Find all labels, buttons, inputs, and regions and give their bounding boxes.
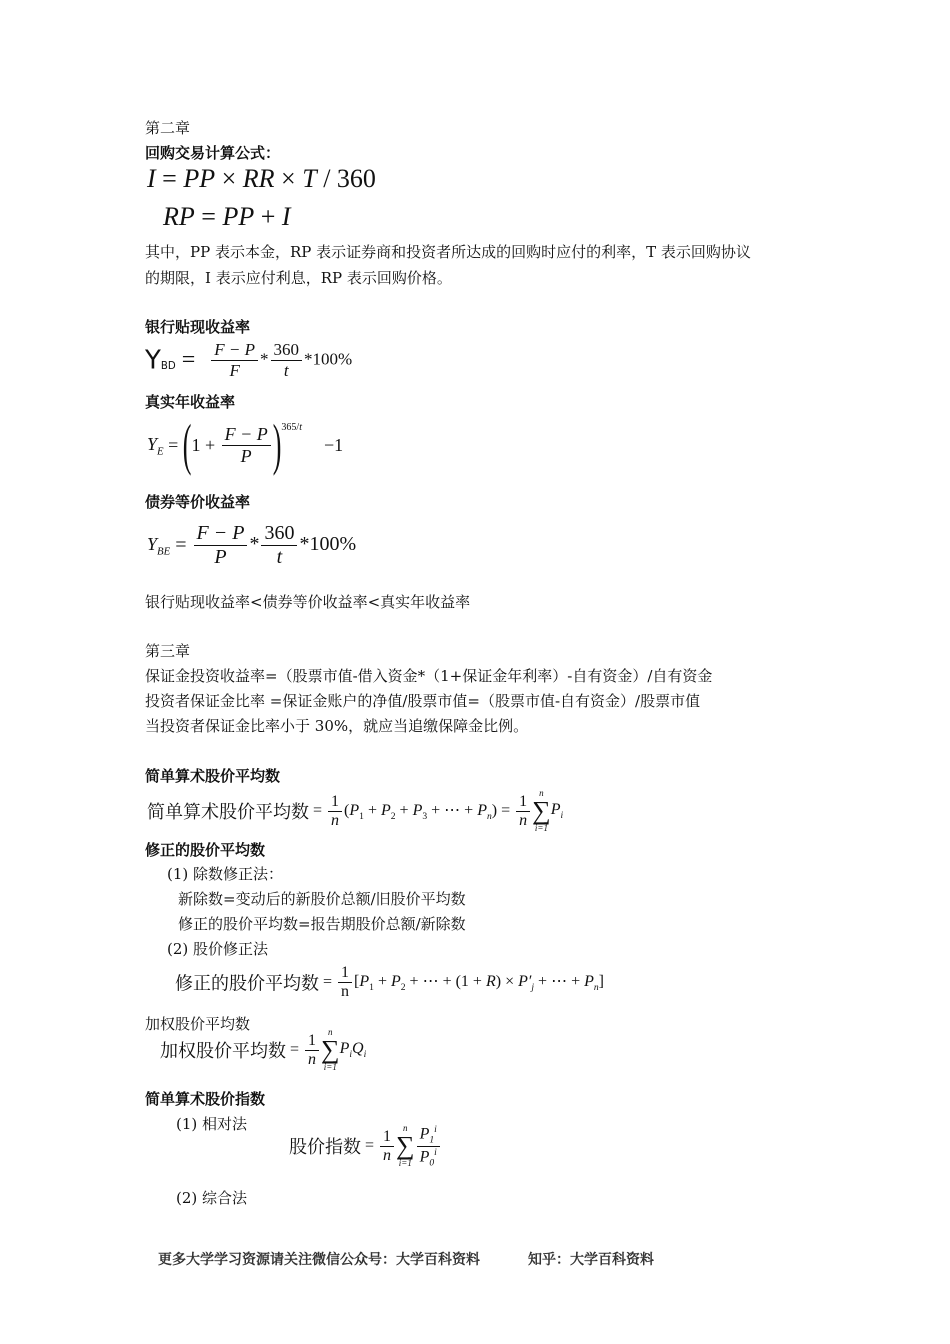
weighted-title: 加权股价平均数 — [145, 1015, 251, 1033]
formula-interest: I = PP × RR × T / 360 — [147, 164, 376, 193]
margin-return-line: 保证金投资收益率=（股票市值-借入资金*（1+保证金年利率）-自有资金）/自有资金 — [145, 667, 713, 685]
formula-weighted-avg: 加权股价平均数 = $\frac{1}{n}$ n ∑ i=1 $P_iQ_i$ — [160, 1027, 367, 1072]
adjusted-title: 修正的股价平均数 — [145, 841, 266, 859]
formula-adjusted-avg: 修正的股价平均数 = $\frac{1}{n}$ [$P_1 + P_2$ + ⋯ + $(1 + R) \times P'_j$ + ⋯ + $P_n$] — [175, 964, 604, 1000]
index-label: 股价指数 — [289, 1137, 361, 1159]
footer — [158, 1249, 654, 1269]
index-method1: (1) 相对法 — [176, 1115, 248, 1133]
chapter2-heading: 第二章 — [145, 119, 191, 137]
formula-price-index: 股价指数 = $\frac{1}{n}$ n ∑ i=1 $\frac{P_1^i}{P_0^i}$ — [289, 1124, 442, 1168]
footer-right: 知乎：大学百科资料 — [528, 1252, 654, 1268]
repo-note-2: 的期限，I 表示应付利息，RP 表示回购价格。 — [145, 269, 452, 287]
yield-comparison: 银行贴现收益率<债券等价收益率<真实年收益率 — [145, 593, 471, 611]
method1-line-b: 修正的股价平均数=报告期股价总额/新除数 — [178, 915, 466, 933]
bank-discount-title: 银行贴现收益率 — [145, 318, 251, 336]
formula-repo-price: RP = PP + I — [163, 202, 291, 231]
formula-true-annual: $Y_E = (1$ + $\frac{F - P}{P}$ )$^{365/t}$−1 — [147, 412, 344, 477]
repo-title: 回购交易计算公式： — [145, 144, 281, 162]
formula-simple-avg: 简单算术股价平均数 = $\frac{1}{n}$ ($P_1 + P_2 + P_3$ + ⋯ + $P_n$) = $\frac{1}{n}$ n ∑ i=1 $P_i$ — [147, 788, 564, 833]
footer-left: 更多大学学习资源请关注微信公众号：大学百科资料 — [158, 1252, 480, 1268]
index-method2: (2) 综合法 — [176, 1189, 248, 1207]
bond-equiv-title: 债券等价收益率 — [145, 493, 251, 511]
simple-avg-title: 简单算术股价平均数 — [145, 767, 281, 785]
method2-title: (2) 股价修正法 — [167, 940, 269, 958]
formula-bank-discount: $Y_{BD}$ = $\frac{F - P}{F}$ * $\frac{360}{t}$ *100% — [145, 340, 353, 380]
simple-avg-label: 简单算术股价平均数 — [147, 802, 309, 823]
chapter3-heading: 第三章 — [145, 642, 191, 660]
method1-line-a: 新除数=变动后的新股价总额/旧股价平均数 — [178, 890, 466, 908]
true-annual-title: 真实年收益率 — [145, 393, 236, 411]
weighted-label: 加权股价平均数 — [160, 1041, 286, 1062]
formula-bond-equiv: $Y_{BE}$ = $\frac{F - P}{P}$ * $\frac{360}{t}$ *100% — [147, 522, 357, 568]
method1-title: (1) 除数修正法： — [167, 865, 284, 883]
adjusted-label: 修正的股价平均数 — [175, 973, 319, 995]
index-title: 简单算术股价指数 — [145, 1090, 266, 1108]
margin-ratio-line: 投资者保证金比率 =保证金账户的净值/股票市值=（股票市值-自有资金）/股票市值 — [145, 692, 701, 710]
margin-call-line: 当投资者保证金比率小于 30%，就应当追缴保障金比例。 — [145, 717, 529, 735]
repo-note-1: 其中，PP 表示本金，RP 表示证券商和投资者所达成的回购时应付的利率，T 表示回购协议 — [145, 243, 751, 261]
